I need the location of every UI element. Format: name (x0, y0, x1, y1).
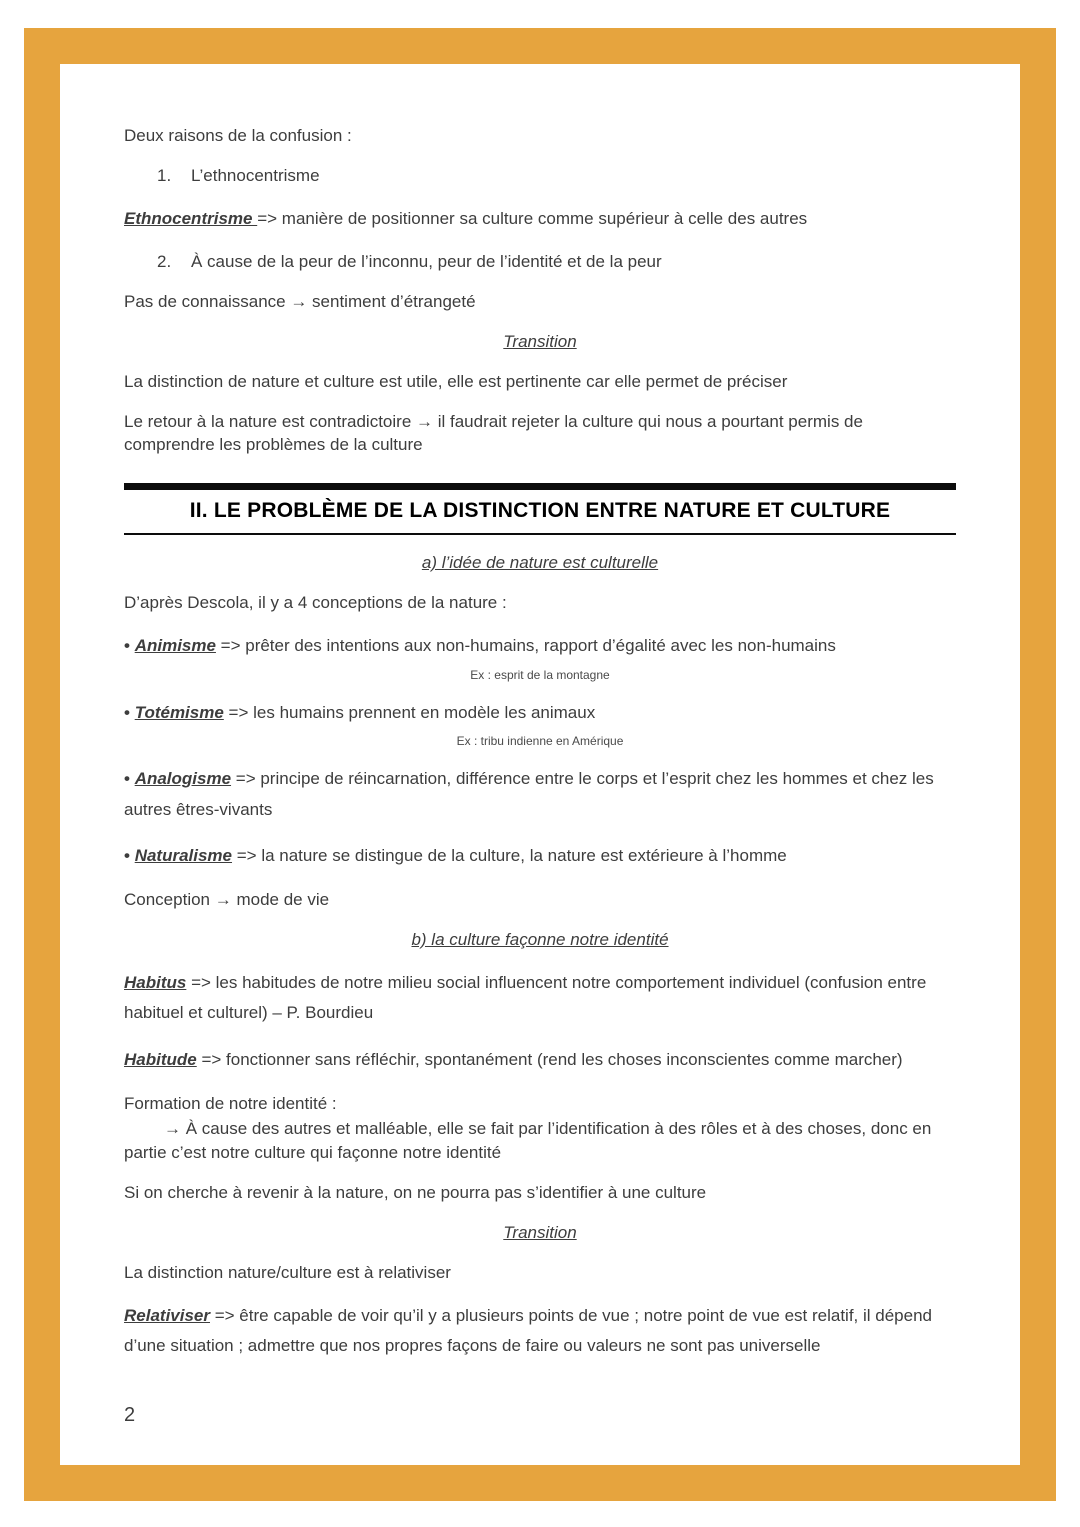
paragraph (124, 631, 956, 662)
page-number: 2 (124, 1404, 136, 1426)
text-run: => manière de positionner sa culture comme supérieur à celle des autres (257, 208, 808, 228)
item-text: À cause de la peur de l’inconnu, peur de l’identité et de la peur (191, 252, 662, 272)
text-run: Le retour à la nature est contradictoire → il faudrait rejeter la culture qui nous a pourtant permis de comprendre les problèmes de la culture (124, 411, 863, 455)
numbered-item (124, 164, 956, 188)
paragraph (124, 1261, 956, 1285)
text-run: => les humains prennent en modèle les animaux (223, 702, 596, 722)
text-run: => les habitudes de notre milieu social influencent notre comportement individuel (confusion entre habituel et culturel) – P. Bourdieu (124, 972, 927, 1023)
text-run: Deux raisons de la confusion : (124, 126, 352, 145)
item-number: 1. (157, 165, 172, 185)
bullet-marker: • (124, 846, 135, 866)
text-run: => prêter des intentions aux non-humains, rapport d’égalité avec les non-humains (215, 635, 836, 655)
item-number: 2. (157, 252, 172, 272)
example-note: Ex : esprit de la montagne (470, 667, 610, 682)
paragraph (124, 968, 956, 1029)
subheading-text: b) la culture façonne notre identité (411, 929, 669, 949)
key-term: Relativiser (124, 1305, 210, 1325)
paragraph (124, 764, 956, 825)
section-heading (124, 483, 956, 535)
example-note: Ex : tribu indienne en Amérique (456, 734, 624, 749)
item-text: L’ethnocentrisme (191, 165, 320, 185)
heading-bottom-rule (124, 533, 956, 535)
document-body (124, 124, 956, 1362)
key-term: Animisme (134, 635, 216, 655)
paragraph (124, 698, 956, 729)
text-run: La distinction de nature et culture est utile, elle est pertinente car elle permet de préciser (124, 371, 788, 391)
text-run: => principe de réincarnation, différence entre le corps et l’esprit chez les hommes et chez les autres êtres-vivants (124, 769, 934, 819)
numbered-item (124, 250, 956, 274)
paragraph (124, 1301, 956, 1362)
text-run: => fonctionner sans réfléchir, spontanément (rend les choses inconscientes comme marcher) (196, 1049, 903, 1069)
key-term: Analogisme (134, 769, 232, 789)
text-run: D’après Descola, il y a 4 conceptions de la nature : (124, 593, 507, 613)
paragraph (124, 841, 956, 872)
paragraph (124, 124, 956, 148)
heading-top-bar (124, 483, 956, 490)
key-term: Habitus (124, 972, 187, 992)
key-term: Habitude (124, 1049, 197, 1069)
paragraph (124, 410, 956, 458)
bullet-marker: • (124, 702, 135, 722)
text-run: Si on cherche à revenir à la nature, on ne pourra pas s’identifier à une culture (124, 1182, 707, 1202)
paragraph (124, 888, 956, 912)
document-page (60, 64, 1020, 1465)
text-run: => être capable de voir qu’il y a plusieurs points de vue ; notre point de vue est relatif, il dépend d’une situation ; admettre que nos propres façons de faire ou valeurs ne sont pas universelle (124, 1305, 933, 1356)
centered-subheading (124, 553, 956, 573)
key-term: Totémisme (134, 702, 224, 722)
key-term: Naturalisme (134, 846, 233, 866)
paragraph (124, 1092, 956, 1116)
text-run: Formation de notre identité : (124, 1093, 337, 1113)
key-term: Ethnocentrisme (124, 208, 258, 228)
text-run: La distinction nature/culture est à relativiser (124, 1262, 451, 1282)
paragraph (124, 290, 956, 314)
bullet-marker: • (124, 635, 135, 655)
paragraph (124, 370, 956, 394)
paragraph (124, 204, 956, 235)
bullet-marker: • (124, 769, 135, 789)
subheading-text: a) l’idée de nature est culturelle (421, 553, 659, 573)
subheading-text: Transition (503, 331, 577, 351)
section-title: II. LE PROBLÈME DE LA DISTINCTION ENTRE NATURE ET CULTURE (189, 499, 891, 523)
text-run: Pas de connaissance → sentiment d’étrangeté (124, 291, 476, 311)
page-border-frame (24, 28, 1056, 1501)
subheading-text: Transition (503, 1222, 577, 1242)
centered-subheading (124, 1223, 956, 1243)
paragraph (124, 591, 956, 615)
paragraph (124, 1117, 956, 1165)
paragraph (124, 1045, 956, 1076)
text-run: → À cause des autres et malléable, elle se fait par l’identification à des rôles et à des choses, donc en partie c’est notre culture qui façonne notre identité (124, 1119, 932, 1163)
centered-subheading (124, 332, 956, 352)
text-run: Conception → mode de vie (124, 889, 330, 909)
paragraph (124, 1181, 956, 1205)
centered-subheading (124, 930, 956, 950)
text-run: => la nature se distingue de la culture, la nature est extérieure à l’homme (232, 846, 787, 866)
